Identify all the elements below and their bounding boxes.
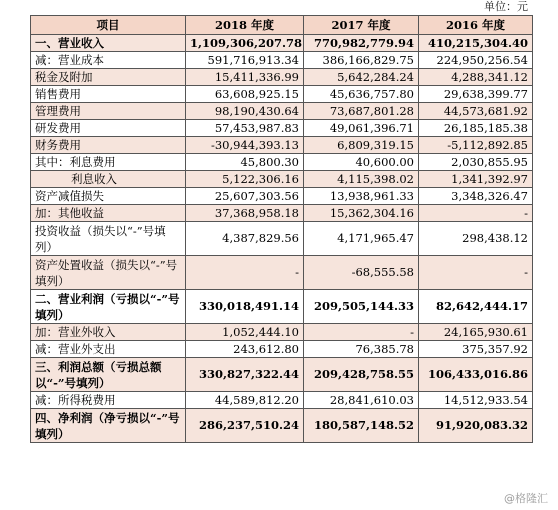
table-row [31, 358, 533, 392]
table-row [31, 35, 533, 52]
row-label: 四、净利润（净亏损以“-”号填列） [31, 409, 186, 443]
row-label: 销售费用 [31, 86, 186, 103]
value-2016: 224,950,256.54 [419, 52, 533, 69]
row-label: 加：其他收益 [31, 205, 186, 222]
value-2017: 5,642,284.24 [304, 69, 419, 86]
value-2016: 375,357.92 [419, 341, 533, 358]
row-label: 投资收益（损失以“-”号填列） [31, 222, 186, 256]
value-2017: 180,587,148.52 [304, 409, 419, 443]
header-2018: 2018 年度 [186, 16, 304, 35]
value-2018: 591,716,913.34 [186, 52, 304, 69]
value-2018: 286,237,510.24 [186, 409, 304, 443]
table-row [31, 256, 533, 290]
value-2018: 44,589,812.20 [186, 392, 304, 409]
watermark: @格隆汇 [504, 492, 548, 505]
value-2018: 243,612.80 [186, 341, 304, 358]
header-item: 项目 [31, 16, 186, 35]
table-row [31, 222, 533, 256]
value-2016: 106,433,016.86 [419, 358, 533, 392]
value-2016: - [419, 205, 533, 222]
table-row [31, 103, 533, 120]
value-2016: 14,512,933.54 [419, 392, 533, 409]
table-row [31, 52, 533, 69]
value-2018: -30,944,393.13 [186, 137, 304, 154]
value-2017: 209,505,144.33 [304, 290, 419, 324]
value-2018: 25,607,303.56 [186, 188, 304, 205]
value-2016: 2,030,855.95 [419, 154, 533, 171]
table-row [31, 324, 533, 341]
value-2016: 26,185,185.38 [419, 120, 533, 137]
row-label: 资产处置收益（损失以“-”号填列） [31, 256, 186, 290]
header-2017: 2017 年度 [304, 16, 419, 35]
row-label: 资产减值损失 [31, 188, 186, 205]
header-row [31, 16, 533, 35]
value-2017: 28,841,610.03 [304, 392, 419, 409]
table-row [31, 341, 533, 358]
value-2016: 4,288,341.12 [419, 69, 533, 86]
value-2017: 6,809,319.15 [304, 137, 419, 154]
value-2018: 57,453,987.83 [186, 120, 304, 137]
table-row [31, 171, 533, 188]
table-body [31, 35, 533, 443]
table-row [31, 205, 533, 222]
value-2016: 82,642,444.17 [419, 290, 533, 324]
value-2016: 1,341,392.97 [419, 171, 533, 188]
row-label: 管理费用 [31, 103, 186, 120]
value-2016: 3,348,326.47 [419, 188, 533, 205]
table-row [31, 86, 533, 103]
value-2018: 45,800.30 [186, 154, 304, 171]
value-2018: 330,827,322.44 [186, 358, 304, 392]
value-2017: -68,555.58 [304, 256, 419, 290]
value-2018: 1,052,444.10 [186, 324, 304, 341]
row-label: 减：营业外支出 [31, 341, 186, 358]
row-label: 利息收入 [31, 171, 186, 188]
value-2017: 386,166,829.75 [304, 52, 419, 69]
unit-label: 单位：元 [484, 0, 528, 13]
value-2016: - [419, 256, 533, 290]
value-2017: 76,385.78 [304, 341, 419, 358]
value-2017: - [304, 324, 419, 341]
row-label: 二、营业利润（亏损以“-”号填列） [31, 290, 186, 324]
value-2017: 45,636,757.80 [304, 86, 419, 103]
row-label: 税金及附加 [31, 69, 186, 86]
table-row [31, 154, 533, 171]
value-2018: 98,190,430.64 [186, 103, 304, 120]
row-label: 一、营业收入 [31, 35, 186, 52]
value-2017: 13,938,961.33 [304, 188, 419, 205]
value-2018: 1,109,306,207.78 [186, 35, 304, 52]
value-2017: 4,171,965.47 [304, 222, 419, 256]
table-row [31, 69, 533, 86]
value-2018: 63,608,925.15 [186, 86, 304, 103]
value-2016: 410,215,304.40 [419, 35, 533, 52]
income-statement-table [30, 15, 533, 443]
row-label: 财务费用 [31, 137, 186, 154]
value-2018: 15,411,336.99 [186, 69, 304, 86]
table-row [31, 137, 533, 154]
value-2016: 298,438.12 [419, 222, 533, 256]
value-2018: - [186, 256, 304, 290]
value-2016: 44,573,681.92 [419, 103, 533, 120]
table-row [31, 290, 533, 324]
table-row [31, 392, 533, 409]
value-2018: 330,018,491.14 [186, 290, 304, 324]
value-2017: 15,362,304.16 [304, 205, 419, 222]
table-row [31, 409, 533, 443]
value-2016: -5,112,892.85 [419, 137, 533, 154]
value-2018: 4,387,829.56 [186, 222, 304, 256]
value-2016: 91,920,083.32 [419, 409, 533, 443]
row-label: 其中：利息费用 [31, 154, 186, 171]
value-2017: 73,687,801.28 [304, 103, 419, 120]
value-2017: 49,061,396.71 [304, 120, 419, 137]
value-2017: 4,115,398.02 [304, 171, 419, 188]
table-row [31, 120, 533, 137]
value-2016: 24,165,930.61 [419, 324, 533, 341]
value-2016: 29,638,399.77 [419, 86, 533, 103]
row-label: 加：营业外收入 [31, 324, 186, 341]
row-label: 三、利润总额（亏损总额以“-”号填列） [31, 358, 186, 392]
header-2016: 2016 年度 [419, 16, 533, 35]
value-2018: 5,122,306.16 [186, 171, 304, 188]
value-2017: 40,600.00 [304, 154, 419, 171]
row-label: 研发费用 [31, 120, 186, 137]
value-2017: 770,982,779.94 [304, 35, 419, 52]
value-2018: 37,368,958.18 [186, 205, 304, 222]
table-row [31, 188, 533, 205]
row-label: 减：所得税费用 [31, 392, 186, 409]
row-label: 减：营业成本 [31, 52, 186, 69]
value-2017: 209,428,758.55 [304, 358, 419, 392]
